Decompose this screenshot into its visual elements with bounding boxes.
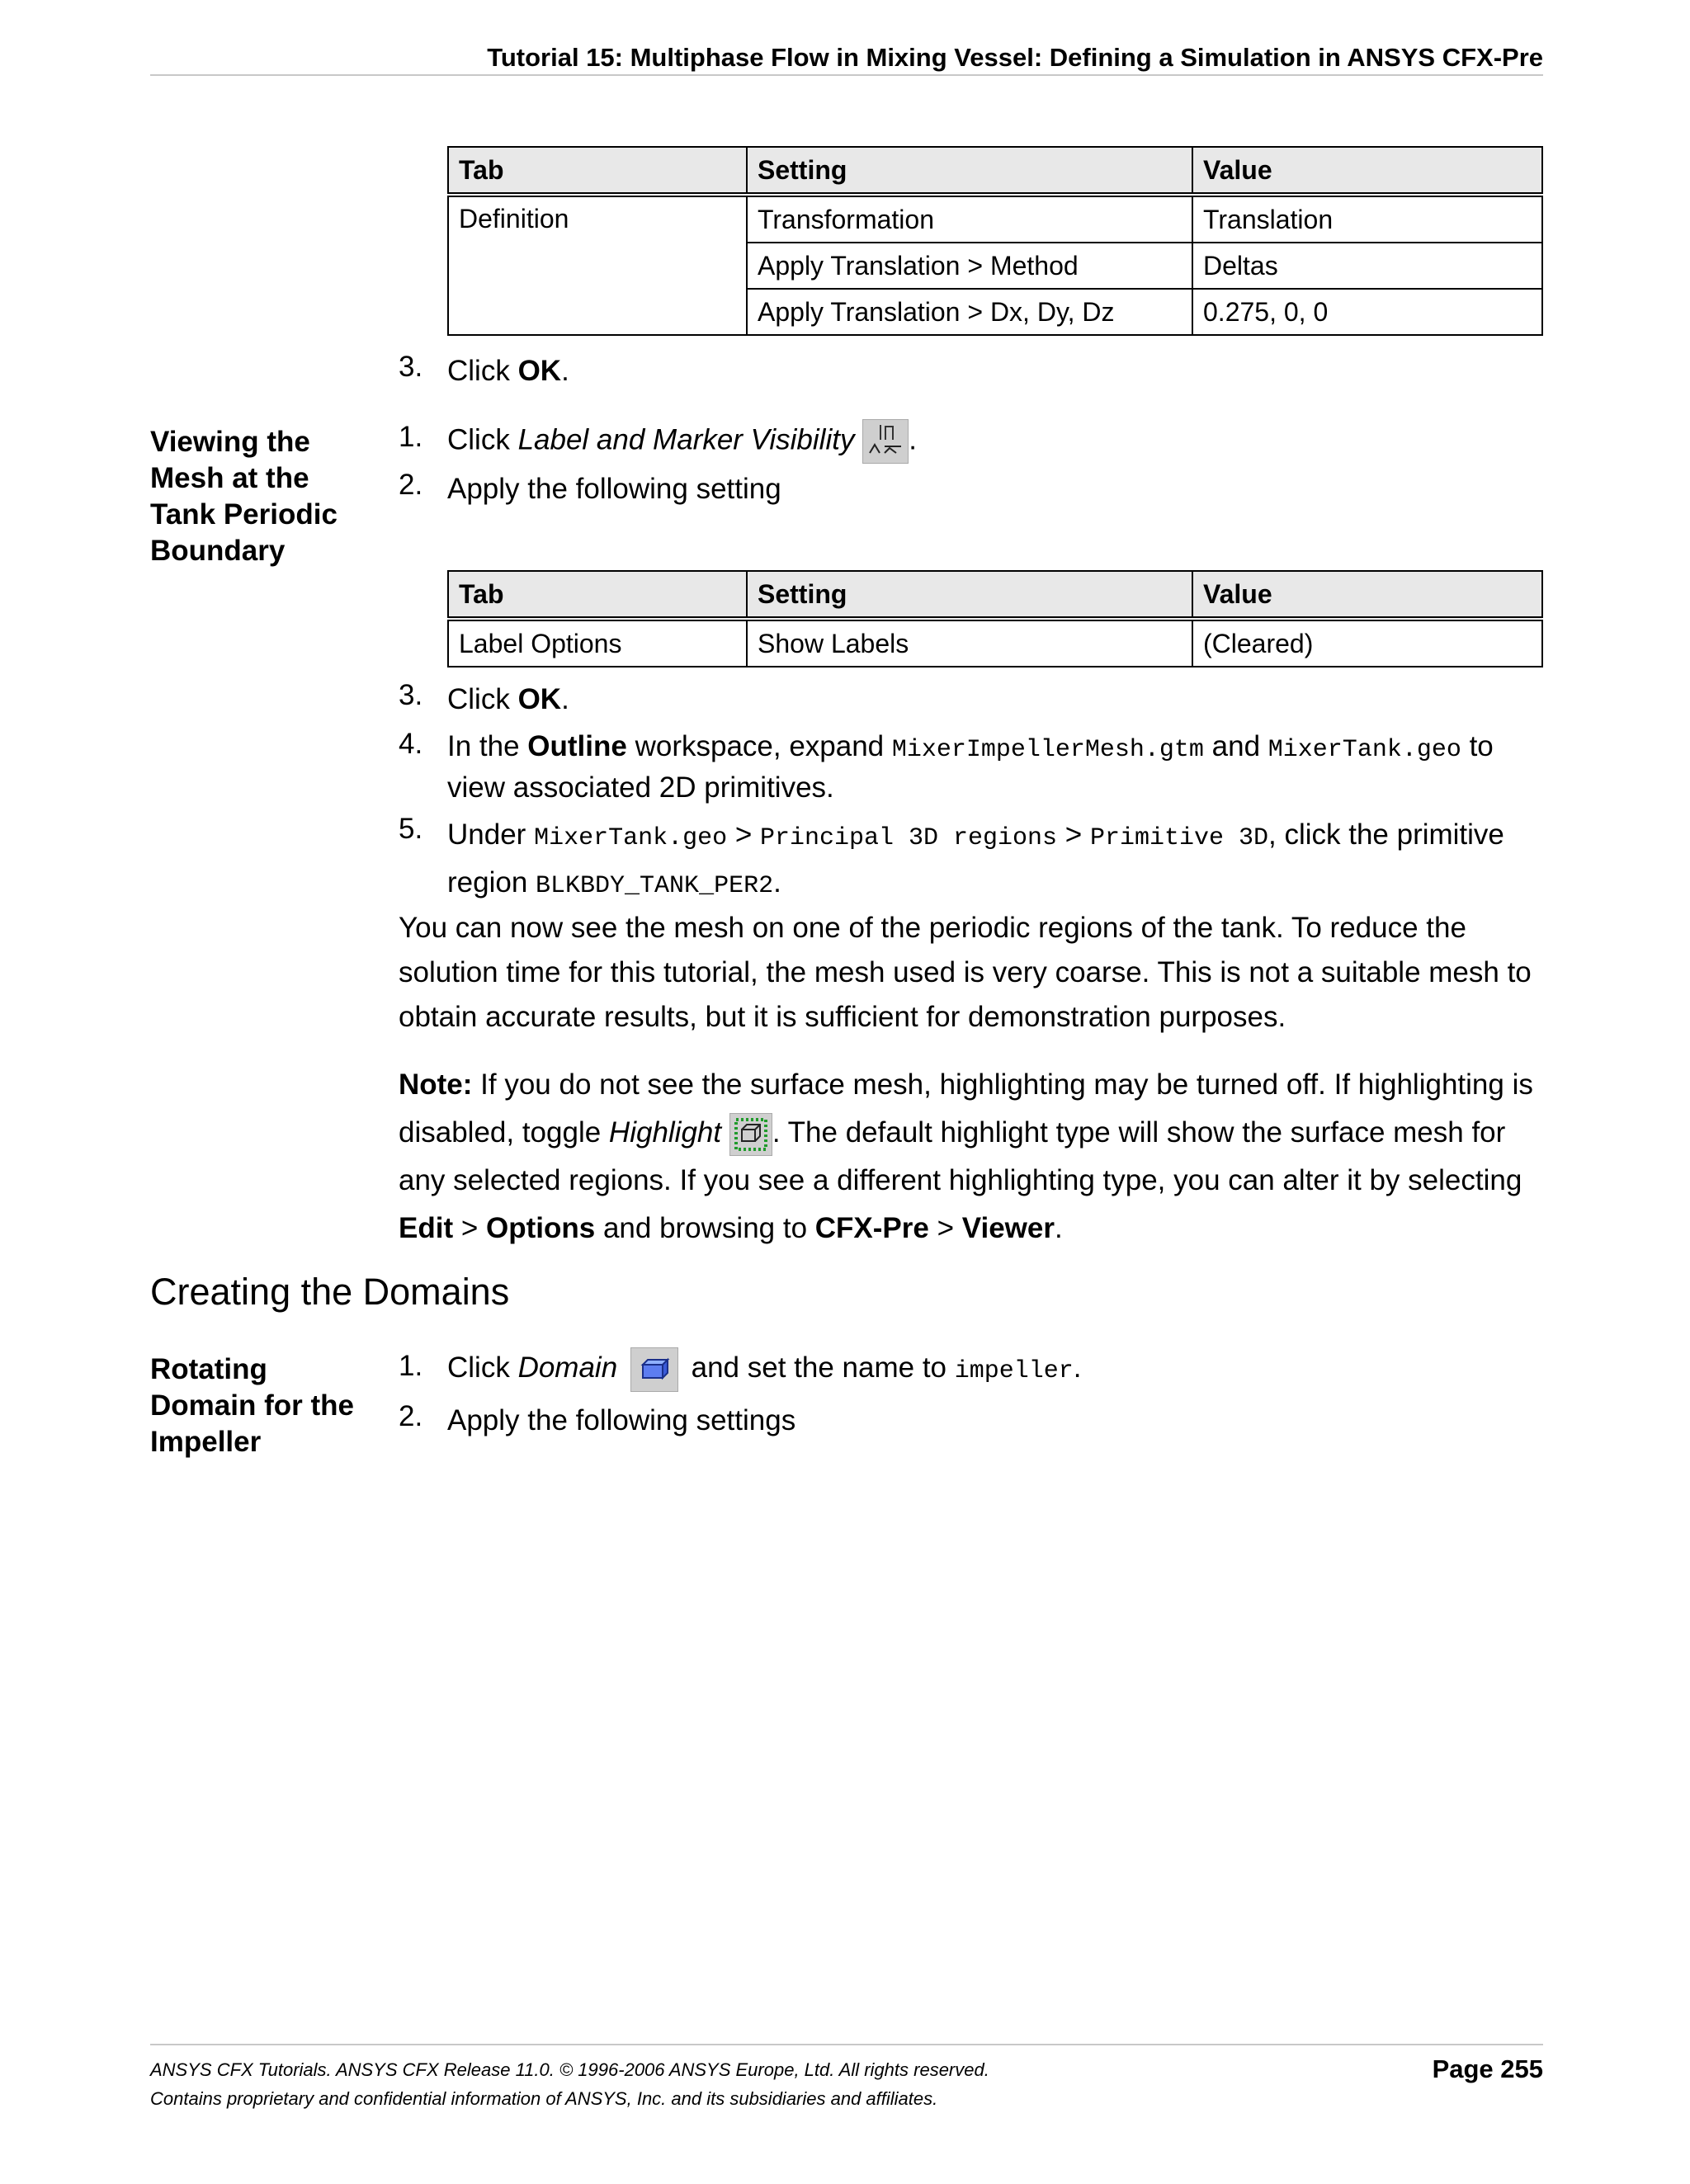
table-cell: Label Options bbox=[448, 619, 747, 667]
step-text: workspace, expand bbox=[626, 730, 892, 762]
step-text: Click bbox=[447, 423, 518, 456]
step-number: 3. bbox=[399, 351, 423, 383]
table-header-cell: Tab bbox=[448, 147, 747, 195]
step-number: 1. bbox=[399, 1350, 423, 1382]
table-cell: Deltas bbox=[1192, 243, 1542, 289]
table-header-cell: Setting bbox=[747, 571, 1192, 619]
step-number: 4. bbox=[399, 728, 423, 760]
step-label-marker-visibility bbox=[447, 419, 1545, 464]
step-create-domain bbox=[447, 1345, 1545, 1394]
table-cell: Translation bbox=[1192, 195, 1542, 243]
table-cell: Apply Translation > Dx, Dy, Dz bbox=[747, 289, 1192, 335]
code-term: Primitive 3D bbox=[1089, 824, 1268, 852]
step-text: Click bbox=[447, 1351, 518, 1384]
step-number: 1. bbox=[399, 421, 423, 453]
step-expand-outline bbox=[447, 728, 1545, 807]
ui-term: Viewer bbox=[961, 1212, 1055, 1244]
note-text: . The default highlight type will show the surface mesh for any selected regions. If you see a different highlighting type, you can alter it by selecting bbox=[399, 1116, 1522, 1196]
step-text: . bbox=[561, 355, 569, 387]
step-number: 5. bbox=[399, 813, 423, 845]
table-header-cell: Tab bbox=[448, 571, 747, 619]
code-term: MixerTank.geo bbox=[534, 824, 728, 852]
note-text: > bbox=[928, 1212, 962, 1244]
table-header-cell: Setting bbox=[747, 147, 1192, 195]
step-text: to view associated 2D primitives. bbox=[447, 730, 1494, 804]
step-text: , click the primitive region bbox=[447, 818, 1504, 899]
code-term: MixerImpellerMesh.gtm bbox=[891, 736, 1204, 764]
sidebar-heading-rotating-domain: Rotating Domain for the Impeller bbox=[150, 1353, 354, 1458]
step-number: 2. bbox=[399, 469, 423, 501]
step-text: . bbox=[773, 866, 781, 899]
table-row bbox=[448, 195, 1542, 243]
transformation-settings-table bbox=[447, 146, 1543, 336]
domain-icon bbox=[630, 1347, 678, 1392]
table-cell: Show Labels bbox=[747, 619, 1192, 667]
sidebar-heading-viewing-mesh: Viewing the Mesh at the Tank Periodic Boundary bbox=[150, 426, 338, 567]
ui-term: CFX-Pre bbox=[814, 1212, 929, 1244]
ok-label: OK bbox=[517, 355, 562, 387]
code-term: BLKBDY_TANK_PER2 bbox=[536, 872, 774, 900]
step-text: . bbox=[909, 423, 917, 456]
step-click-ok bbox=[447, 679, 1545, 720]
ui-term: Options bbox=[486, 1212, 596, 1244]
table-header-row bbox=[448, 147, 1542, 195]
step-text: > bbox=[727, 818, 760, 851]
ui-term: Label and Marker Visibility bbox=[517, 423, 855, 456]
step-number: 2. bbox=[399, 1400, 423, 1432]
note-text: If you do not see the surface mesh, highlighting may be turned off. If highlighting is disabled, toggle bbox=[399, 1068, 1533, 1149]
table-header-cell: Value bbox=[1192, 147, 1542, 195]
ui-term: Highlight bbox=[608, 1116, 722, 1149]
highlight-icon bbox=[729, 1113, 772, 1156]
note-text: . bbox=[1054, 1212, 1063, 1244]
table-cell: Transformation bbox=[747, 195, 1192, 243]
note-text: and browsing to bbox=[595, 1212, 815, 1244]
step-text: Click bbox=[447, 355, 518, 387]
note-label: Note: bbox=[399, 1068, 473, 1101]
step-text: and bbox=[1203, 730, 1268, 762]
step-apply-setting: Apply the following setting bbox=[447, 473, 781, 505]
footer-divider bbox=[150, 2044, 1543, 2045]
footer-copyright: ANSYS CFX Tutorials. ANSYS CFX Release 11.0. © 1996-2006 ANSYS Europe, Ltd. All rights reserved. bbox=[150, 2059, 989, 2080]
table-cell: Definition bbox=[448, 195, 747, 335]
code-term: impeller bbox=[954, 1357, 1074, 1385]
step-text: Click bbox=[447, 683, 518, 715]
section-heading: Creating the Domains bbox=[150, 1271, 510, 1313]
running-header: Tutorial 15: Multiphase Flow in Mixing Vessel: Defining a Simulation in ANSYS CFX-Pre bbox=[487, 43, 1543, 72]
body-paragraph: You can now see the mesh on one of the periodic regions of the tank. To reduce the solution time for this tutorial, the mesh used is very coarse. This is not a suitable mesh to obtain accurate results, but it is sufficient for demonstration purposes. bbox=[399, 912, 1532, 1033]
label-options-table bbox=[447, 570, 1543, 667]
page-number: Page 255 bbox=[1432, 2054, 1543, 2083]
step-text: and set the name to bbox=[682, 1351, 955, 1384]
footer-confidential: Contains proprietary and confidential information of ANSYS, Inc. and its subsidiaries and affiliates. bbox=[150, 2088, 938, 2109]
ui-term: Domain bbox=[517, 1351, 618, 1384]
step-text: Under bbox=[447, 818, 535, 851]
note-paragraph bbox=[399, 1061, 1546, 1252]
table-row bbox=[448, 619, 1542, 667]
step-text: In the bbox=[447, 730, 528, 762]
code-term: MixerTank.geo bbox=[1268, 736, 1461, 764]
step-click-ok bbox=[447, 351, 1545, 392]
header-divider bbox=[150, 74, 1543, 76]
table-cell: Apply Translation > Method bbox=[747, 243, 1192, 289]
table-cell: (Cleared) bbox=[1192, 619, 1542, 667]
step-number: 3. bbox=[399, 679, 423, 711]
table-header-cell: Value bbox=[1192, 571, 1542, 619]
ui-term: Edit bbox=[399, 1212, 454, 1244]
code-term: Principal 3D regions bbox=[760, 824, 1058, 852]
ui-term: Outline bbox=[527, 730, 627, 762]
step-apply-settings: Apply the following settings bbox=[447, 1404, 796, 1436]
note-text: > bbox=[453, 1212, 486, 1244]
table-cell: 0.275, 0, 0 bbox=[1192, 289, 1542, 335]
step-text: . bbox=[561, 683, 569, 715]
label-marker-visibility-icon bbox=[862, 419, 909, 464]
table-header-row bbox=[448, 571, 1542, 619]
ok-label: OK bbox=[517, 683, 562, 715]
step-text: . bbox=[1073, 1351, 1082, 1384]
step-text: > bbox=[1057, 818, 1090, 851]
step-select-primitive bbox=[447, 813, 1545, 908]
